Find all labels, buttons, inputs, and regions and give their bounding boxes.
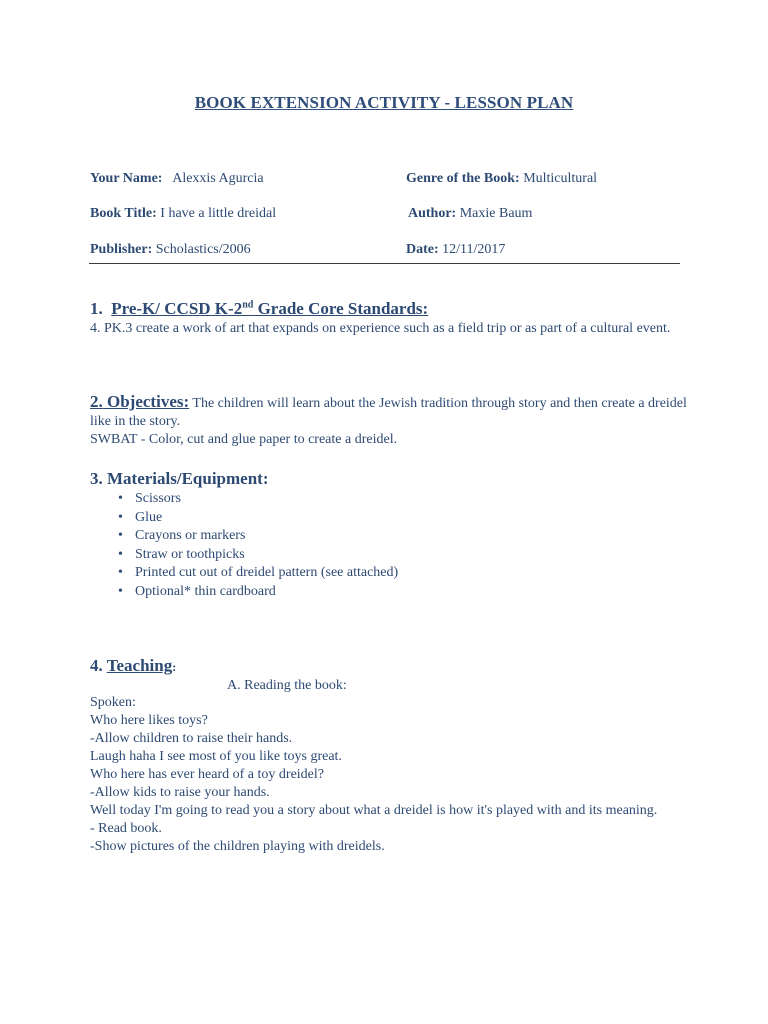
- script-line: - Read book.: [90, 821, 162, 836]
- bullet-icon: •: [118, 546, 123, 562]
- material-text: Optional* thin cardboard: [135, 583, 276, 599]
- script-line: Who here has ever heard of a toy dreidel?: [90, 767, 324, 782]
- materials-list: [118, 490, 398, 602]
- list-item: [118, 490, 398, 509]
- bullet-icon: •: [118, 528, 123, 544]
- genre-label: Genre of the Book:: [406, 171, 520, 186]
- objectives-title: Objectives:: [107, 392, 190, 411]
- publisher-field: [90, 242, 251, 258]
- bullet-icon: •: [118, 583, 123, 599]
- teaching-heading: [90, 656, 176, 676]
- name-value: Alexxis Agurcia: [172, 171, 264, 186]
- script-line: -Show pictures of the children playing with dreidels.: [90, 839, 385, 854]
- script-line: Who here likes toys?: [90, 713, 208, 728]
- bullet-icon: •: [118, 491, 123, 506]
- objectives-number: 2.: [90, 392, 103, 411]
- genre-value: Multicultural: [523, 171, 598, 186]
- publisher-value: Scholastics/2006: [155, 242, 251, 257]
- date-field: [406, 242, 505, 258]
- author-field: [408, 206, 532, 222]
- objectives-heading: [90, 392, 189, 411]
- standards-title-sup: nd: [242, 299, 254, 311]
- swbat-text: SWBAT - Color, cut and glue paper to create a dreidel.: [90, 432, 398, 447]
- list-item: [118, 564, 398, 583]
- standards-text: 4. PK.3 create a work of art that expands on experience such as a field trip or as part of a cultural event.: [90, 321, 671, 336]
- objectives-paragraph: [90, 393, 690, 431]
- name-label: Your Name:: [90, 171, 163, 186]
- script-line: -Allow kids to raise your hands.: [90, 785, 270, 800]
- author-value: Maxie Baum: [459, 206, 533, 221]
- book-title-label: Book Title:: [90, 206, 157, 221]
- book-title-field: [90, 206, 276, 222]
- teaching-colon: :: [172, 660, 177, 674]
- publisher-label: Publisher:: [90, 242, 153, 257]
- standards-title-post: Grade Core Standards:: [253, 299, 429, 318]
- list-item: [118, 583, 398, 602]
- material-text: Glue: [135, 509, 163, 525]
- teaching-title: Teaching: [106, 656, 173, 675]
- materials-heading: 3. Materials/Equipment:: [90, 469, 269, 488]
- teaching-script: [90, 694, 670, 856]
- teaching-number: 4.: [90, 656, 103, 675]
- author-label: Author:: [408, 206, 457, 221]
- material-text: Printed cut out of dreidel pattern (see attached): [135, 565, 399, 581]
- script-line: -Allow children to raise their hands.: [90, 731, 293, 746]
- material-text: Crayons or markers: [135, 528, 246, 544]
- date-label: Date:: [406, 242, 439, 257]
- script-line: Laugh haha I see most of you like toys great.: [90, 749, 342, 764]
- book-title-value: I have a little dreidal: [160, 206, 277, 221]
- list-item: [118, 546, 398, 565]
- header-divider: [89, 263, 680, 264]
- teaching-subheading-a: A. Reading the book:: [227, 678, 347, 693]
- standards-title-pre: Pre-K/ CCSD K-2: [111, 299, 243, 318]
- bullet-icon: •: [118, 565, 123, 581]
- script-line: Well today I'm going to read you a story about what a dreidel is how it's played with and its meaning.: [90, 803, 658, 818]
- page-title: BOOK EXTENSION ACTIVITY - LESSON PLAN: [194, 93, 574, 112]
- script-line: Spoken:: [90, 695, 136, 710]
- list-item: [118, 527, 398, 546]
- standards-heading: [90, 299, 428, 319]
- date-value: 12/11/2017: [442, 242, 506, 257]
- list-item: [118, 509, 398, 528]
- objectives-text: The children will learn about the Jewish tradition through story and then create a dreidel like in the story.: [90, 396, 687, 429]
- material-text: Straw or toothpicks: [135, 546, 245, 562]
- name-field: [90, 171, 264, 187]
- genre-field: [406, 171, 597, 187]
- standards-number: 1.: [90, 299, 103, 318]
- material-text: Scissors: [135, 491, 181, 506]
- bullet-icon: •: [118, 509, 123, 525]
- standards-title: [111, 299, 428, 318]
